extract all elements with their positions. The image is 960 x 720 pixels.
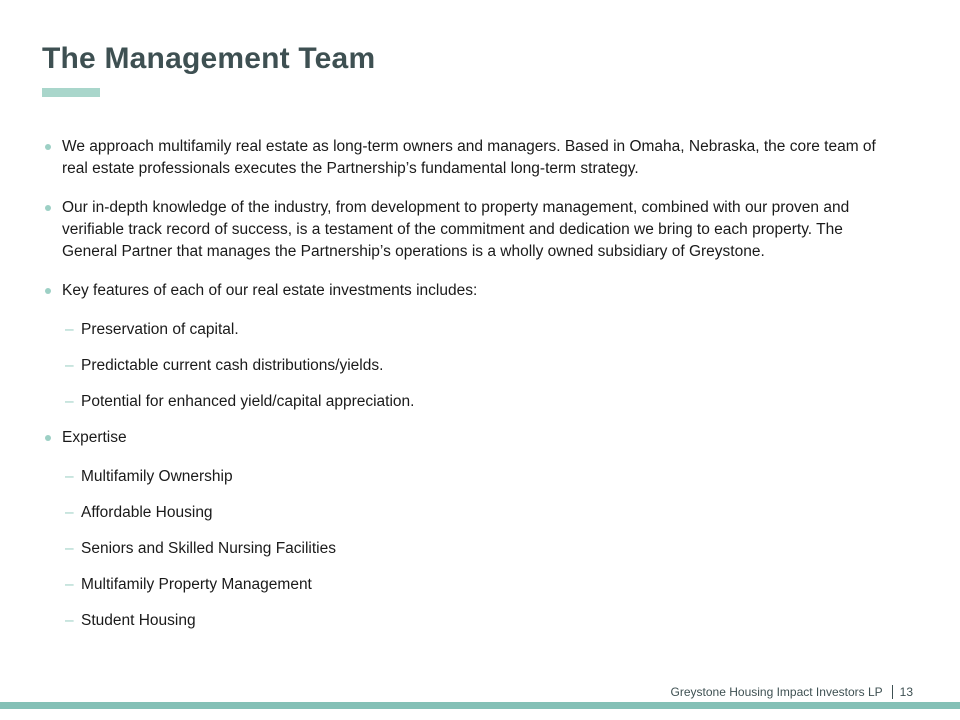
bullet-dot-icon: [45, 205, 51, 211]
bullet-text: Affordable Housing: [81, 504, 213, 521]
title-accent-bar: [42, 88, 100, 97]
bottom-accent-bar: [0, 702, 960, 709]
bullet-text: Potential for enhanced yield/capital appreciation.: [81, 393, 415, 410]
dash-icon: –: [65, 576, 74, 593]
bullet-item: [42, 427, 902, 449]
sub-bullet-item: [42, 355, 902, 377]
sub-bullet-item: [42, 466, 902, 488]
bullet-text: Multifamily Ownership: [81, 468, 233, 485]
bullet-dot-icon: [42, 427, 62, 449]
dash-icon: –: [65, 357, 74, 374]
slide-title: The Management Team: [42, 42, 376, 75]
sub-bullet-item: [42, 610, 902, 632]
bullet-text: Preservation of capital.: [81, 321, 239, 338]
bullet-dot-icon: [42, 197, 62, 263]
sub-bullet-item: [42, 502, 902, 524]
bullet-text: Predictable current cash distributions/yields.: [81, 357, 384, 374]
bullet-dot-icon: [42, 280, 62, 302]
sub-bullet-item: [42, 319, 902, 341]
bullet-text: Student Housing: [81, 612, 196, 629]
bullet-dot-icon: [45, 435, 51, 441]
bullet-text: Expertise: [62, 429, 127, 446]
sub-bullet-item: [42, 538, 902, 560]
bullet-text: We approach multifamily real estate as long-term owners and managers. Based in Omaha, Nebraska, the core team of real estate professionals executes the Partnership’s fundamental long-term strategy.: [62, 138, 876, 177]
bullet-dot-icon: [45, 144, 51, 150]
dash-icon: –: [65, 540, 74, 557]
bullet-item: [42, 280, 902, 302]
bullet-item: [42, 136, 902, 180]
sub-bullet-item: [42, 391, 902, 413]
footer-divider: [892, 685, 893, 699]
sub-bullet-item: [42, 574, 902, 596]
dash-icon: –: [65, 468, 74, 485]
bullet-text: Our in-depth knowledge of the industry, from development to property management, combined with our proven and verifiable track record of success, is a testament of the commitment and dedication we bring to each property. The General Partner that manages the Partnership’s operations is a wholly owned subsidiary of Greystone.: [62, 199, 850, 260]
dash-icon: –: [65, 612, 74, 629]
bullet-dot-icon: [42, 136, 62, 180]
bullet-dot-icon: [45, 288, 51, 294]
bullet-text: Key features of each of our real estate investments includes:: [62, 282, 478, 299]
footer-page-number: 13: [899, 685, 913, 699]
dash-icon: –: [65, 504, 74, 521]
bullet-text: Multifamily Property Management: [81, 576, 312, 593]
bullet-list: [42, 136, 902, 646]
dash-icon: –: [65, 393, 74, 410]
bullet-text: Seniors and Skilled Nursing Facilities: [81, 540, 337, 557]
bullet-item: [42, 197, 902, 263]
footer: [671, 685, 913, 699]
footer-company-name: Greystone Housing Impact Investors LP: [670, 685, 883, 699]
dash-icon: –: [65, 321, 74, 338]
